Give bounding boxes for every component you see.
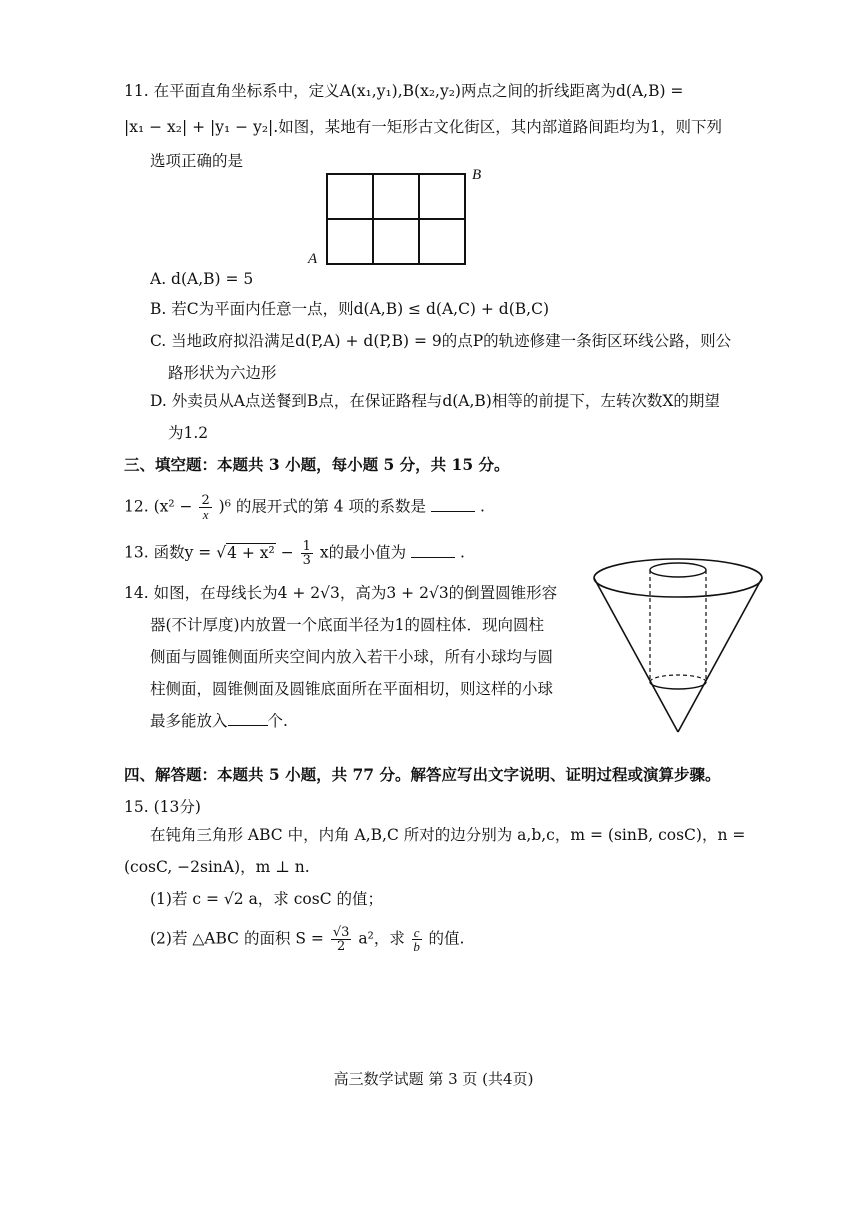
q15-line1: 在钝角三角形 ABC 中，内角 A,B,C 所对的边分别为 a,b,c，m = (sinB, cosC)，n = bbox=[150, 826, 746, 844]
q12-pre: 12. (x² − bbox=[124, 497, 193, 516]
q13-fraction: $\frac{1}{3}$ bbox=[302, 539, 311, 568]
q12-fraction: $\frac{2}{x}$ bbox=[201, 493, 210, 522]
q13-answer-blank[interactable] bbox=[411, 543, 455, 558]
q14-line3: 侧面与圆锥侧面所夹空间内放入若干小球，所有小球均与圆 bbox=[150, 648, 554, 666]
q14-answer-blank[interactable] bbox=[228, 711, 268, 726]
q11-option-c-line2: 路形状为六边形 bbox=[168, 364, 277, 382]
cone-cylinder-figure bbox=[588, 552, 848, 742]
q14-line1: 14. 如图，在母线长为4 + 2√3，高为3 + 2√3的倒置圆锥形容 bbox=[124, 584, 558, 602]
q15-head: 15. (13分) bbox=[124, 798, 201, 816]
q13-radicand: 4 + x² bbox=[227, 543, 275, 562]
q15-line2: (cosC, −2sinA)，m ⊥ n. bbox=[124, 858, 310, 876]
page-footer: 高三数学试题 第 3 页 (共4页) bbox=[333, 1070, 534, 1088]
q14-line2: 器(不计厚度)内放置一个底面半径为1的圆柱体．现向圆柱 bbox=[150, 616, 544, 634]
section3-title: 三、填空题：本题共 3 小题，每小题 5 分，共 15 分。 bbox=[124, 455, 510, 474]
q13-pre: 13. 函数y = bbox=[124, 543, 212, 562]
street-grid-figure bbox=[300, 160, 500, 270]
q11-option-d-line2: 为1.2 bbox=[168, 424, 209, 442]
q11-option-d-line1: D. 外卖员从A点送餐到B点，在保证路程与d(A,B)相等的前提下，左转次数X的期望 bbox=[150, 392, 720, 410]
q11-line3: 选项正确的是 bbox=[150, 152, 244, 170]
q11-option-c-line1: C. 当地政府拟沿满足d(P,A) + d(P,B) = 9的点P的轨迹修建一条街区环线公路，则公 bbox=[150, 332, 732, 350]
q11-line2: |x₁ − x₂| + |y₁ − y₂|.如图，某地有一矩形古文化街区，其内部道路间距均为1，则下列 bbox=[124, 118, 723, 136]
q15-ratio-fraction: $\frac{c}{b}$ bbox=[413, 925, 420, 954]
q14-line4: 柱侧面，圆锥侧面及圆锥底面所在平面相切，则这样的小球 bbox=[150, 680, 554, 698]
q12-answer-blank[interactable] bbox=[431, 497, 475, 512]
q12: 12. (x² − $\frac{2}{x}$ )⁶ 的展开式的第 4 项的系数是 . bbox=[124, 493, 485, 522]
point-a-label: A bbox=[308, 251, 318, 267]
q11-line1: 11. 在平面直角坐标系中，定义A(x₁,y₁),B(x₂,y₂)两点之间的折线距离为d(A,B) = bbox=[124, 82, 684, 100]
q11-option-a: A. d(A,B) = 5 bbox=[150, 270, 254, 288]
q11-option-b: B. 若C为平面内任意一点，则d(A,B) ≤ d(A,C) + d(B,C) bbox=[150, 300, 550, 318]
q12-post: )⁶ 的展开式的第 4 项的系数是 bbox=[218, 497, 427, 516]
q15-part1: (1)若 c = √2 a，求 cosC 的值； bbox=[150, 890, 383, 908]
q15-part2: (2)若 △ABC 的面积 S = $\frac{√3}{2}$ a²，求 $\frac{c}{b}$ 的值. bbox=[150, 925, 465, 954]
q15-area-fraction: $\frac{√3}{2}$ bbox=[332, 925, 350, 954]
section4-title: 四、解答题：本题共 5 小题，共 77 分。解答应写出文字说明、证明过程或演算步骤。 bbox=[124, 765, 721, 784]
point-b-label: B bbox=[472, 167, 482, 183]
q13: 13. 函数y = √4 + x² − $\frac{1}{3}$ x的最小值为 . bbox=[124, 539, 465, 568]
q14-line5: 最多能放入 个. bbox=[150, 712, 288, 730]
q13-post: x的最小值为 bbox=[319, 543, 407, 562]
